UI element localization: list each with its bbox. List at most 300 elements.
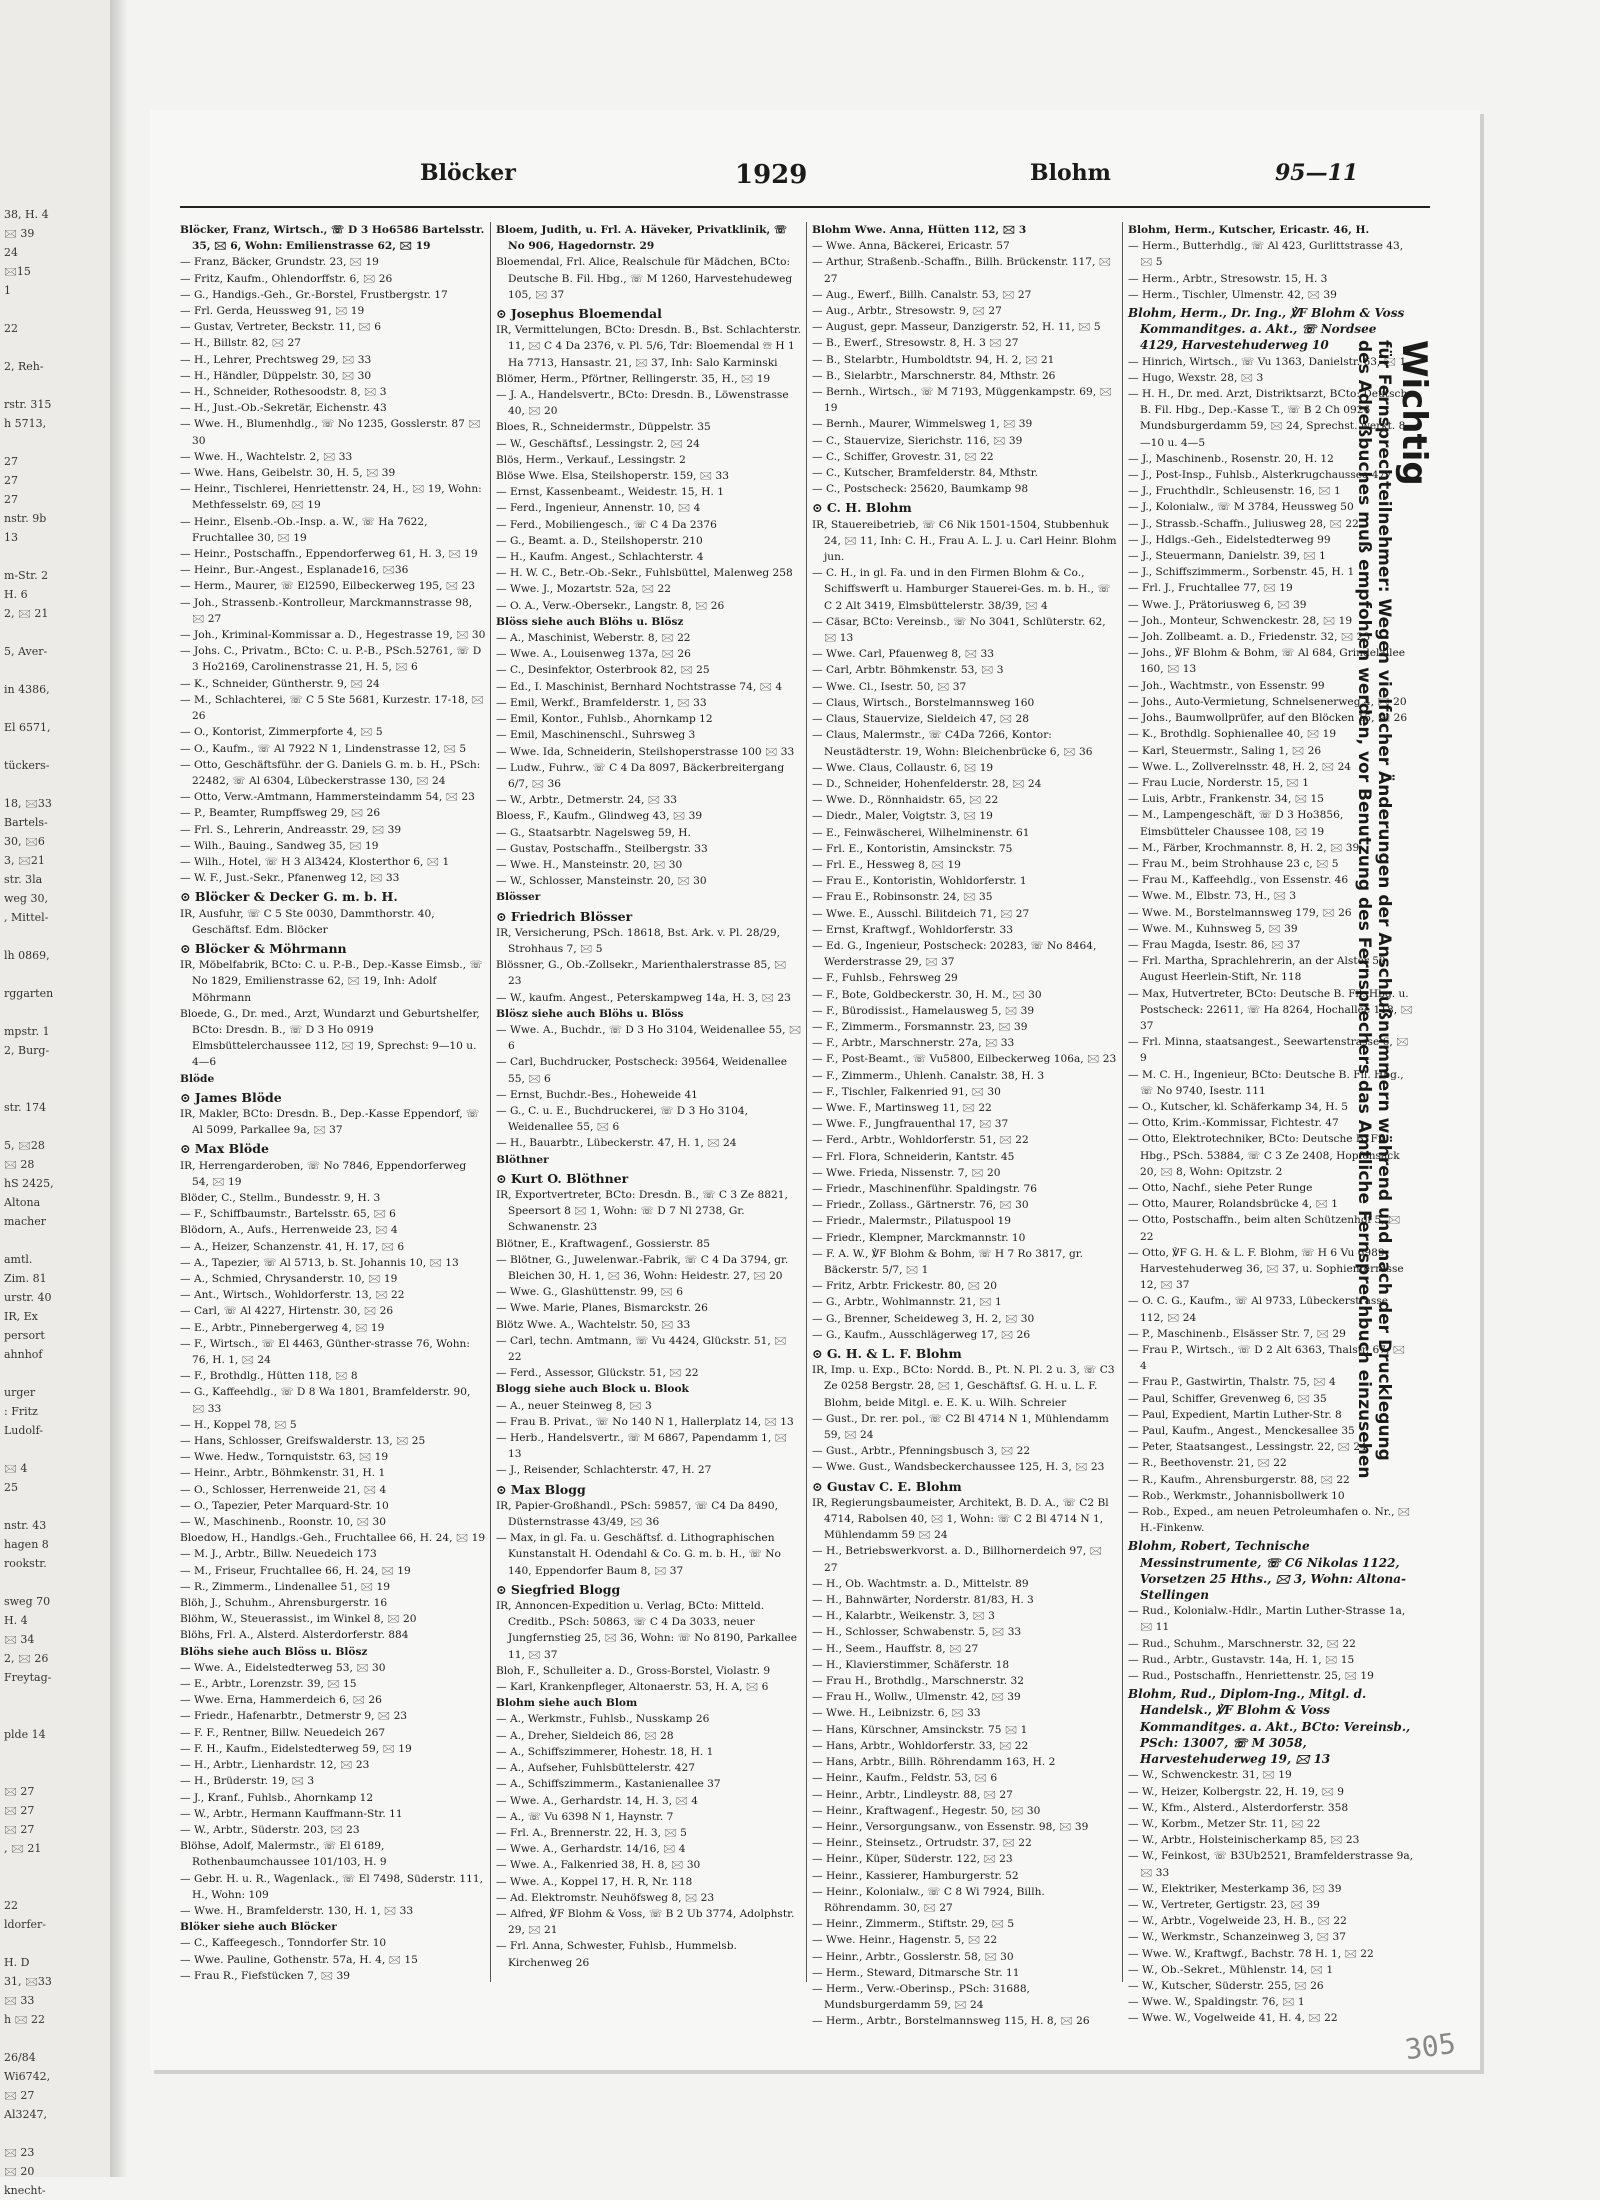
directory-entry: — Carl, Buchdrucker, Postscheck: 39564, Weidenallee 55, 🖂 6 [496, 1056, 788, 1085]
previous-page-fragment [0, 547, 54, 566]
previous-page-fragment: 38, H. 4 [4, 208, 49, 221]
directory-entry: — Arthur, Straßenb.-Schaffn., Billh. Brückenstr. 117, 🖂 27 [812, 256, 1112, 285]
directory-entry: — Ed., I. Maschinist, Bernhard Nochtstrasse 74, 🖂 4 [496, 680, 783, 693]
directory-entry: — Hans, Arbtr., Billh. Röhrendamm 163, H. 2 [812, 1756, 1056, 1769]
directory-entry: — Wwe. A., Koppel 17, H. R, Nr. 118 [496, 1875, 693, 1888]
directory-entry: — Wwe. Anna, Bäckerei, Ericastr. 57 [812, 240, 1010, 253]
directory-entry: — Bernh., Wirtsch., ☏ M 7193, Müggenkampstr. 69, 🖂 19 [812, 386, 1112, 415]
directory-entry: — Ferd., Mobiliengesch., ☏ C 4 Da 2376 [496, 518, 717, 531]
directory-entry: — Wwe. A., Falkenried 38, H. 8, 🖂 30 [496, 1859, 701, 1872]
directory-entry: — Claus, Malermstr., ☏ C4Da 7266, Kontor: Neustädterstr. 19, Wohn: Bleichenbrücke 6, 🖂 36 [812, 729, 1093, 758]
directory-entry: — Wilh., Bauing., Sandweg 35, 🖂 19 [180, 839, 379, 852]
previous-page-fragment: 🖂 20 [4, 2165, 35, 2178]
column-3 [812, 222, 1123, 2028]
directory-entry: — Ferd., Ingenieur, Annenstr. 10, 🖂 4 [496, 502, 701, 515]
directory-entry: — M. C. H., Ingenieur, BCto: Deutsche B. Fil. Hbg., ☏ No 9740, Isestr. 111 [1128, 1068, 1404, 1097]
directory-entry: — Wwe. W., Vogelweide 41, H. 4, 🖂 22 [1128, 2012, 1338, 2025]
previous-page-fragment: weg 30, [4, 892, 48, 905]
directory-entry: — C., Kaffeegesch., Tonndorfer Str. 10 [180, 1937, 387, 1950]
directory-entry: Blötz Wwe. A., Wachtelstr. 50, 🖂 33 [496, 1318, 691, 1331]
directory-entry: — W., Arbtr., Hermann Kauffmann-Str. 11 [180, 1807, 403, 1820]
directory-entry: — O., Tapezier, Peter Marquard-Str. 10 [180, 1499, 389, 1512]
directory-entry: — H., Betriebswerkvorst. a. D., Billhornerdeich 97, 🖂 27 [812, 1545, 1103, 1574]
directory-entry: — Carl, ☏ Al 4227, Hirtenstr. 30, 🖂 26 [180, 1305, 394, 1318]
previous-page-fragment: Bartels- [4, 816, 48, 829]
previous-page-fragment: ahnhof [4, 1348, 43, 1361]
directory-entry: — J., Kranf., Fuhlsb., Ahornkamp 12 [180, 1791, 374, 1804]
directory-entry: — W., Kutscher, Süderstr. 255, 🖂 26 [1128, 1979, 1324, 1992]
directory-entry: Blössner, G., Ob.-Zollsekr., Marienthalerstrasse 85, 🖂 23 [496, 959, 787, 988]
directory-entry: — Heinr., Postschaffn., Eppendorferweg 61, H. 3, 🖂 19 [180, 548, 478, 561]
directory-entry: — Wwe. J., Prätoriusweg 6, 🖂 39 [1128, 598, 1307, 611]
directory-entry: — Aug., Ewerf., Billh. Canalstr. 53, 🖂 27 [812, 288, 1032, 301]
directory-entry: IR, Exportvertreter, BCto: Dresdn. B., ☏ C 3 Ze 8821, Speersort 8 🖂 1, Wohn: ☏ D 7 Nl 2738, Gr. Schwanenstr. 23 [496, 1188, 788, 1234]
directory-entry: Blöhs, Frl. A., Alsterd. Alsterdorferstr. 884 [180, 1629, 409, 1642]
directory-entry: — Wwe. H., Blumenhdlg., ☏ No 1235, Gosslerstr. 87 🖂 30 [180, 418, 481, 447]
directory-entry: — Frau B. Privat., ☏ No 140 N 1, Hallerplatz 14, 🖂 13 [496, 1415, 794, 1428]
directory-entry: — Karl, Steuermstr., Saling 1, 🖂 26 [1128, 744, 1322, 757]
directory-entry: — Wwe. Frieda, Nissenstr. 7, 🖂 20 [812, 1166, 1001, 1179]
previous-page-fragment: rstr. 315 [4, 398, 52, 411]
directory-entry: — J. A., Handelsvertr., BCto: Dresdn. B., Löwenstrasse 40, 🖂 20 [496, 389, 789, 418]
directory-entry: — O. A., Verw.-Obersekr., Langstr. 8, 🖂 26 [496, 599, 725, 612]
directory-entry: — G., Staatsarbtr. Nagelsweg 59, H. [496, 826, 691, 839]
directory-entry: — Frau P., Gastwirtin, Thalstr. 75, 🖂 4 [1128, 1376, 1336, 1389]
directory-entry: Bloede, G., Dr. med., Arzt, Wundarzt und Geburtshelfer, BCto: Dresdn. B., ☏ D 3 Ho 0919 Elmsbüttelerchaussee 112, 🖂 19, Sprechst: 9—10 u. 4—6 [180, 1007, 480, 1069]
directory-entry: — Heinr., Kolonialw., ☏ C 8 Wi 7924, Billh. Röhrendamm. 30, 🖂 27 [812, 1885, 1045, 1914]
directory-entry: Blöcker, Franz, Wirtsch., ☏ D 3 Ho6586 Bartelsstr. 35, 🖂 6, Wohn: Emilienstrasse 62, 🖂 19 [180, 224, 485, 253]
directory-entry: — Wwe. H., Bramfelderstr. 130, H. 1, 🖂 33 [180, 1904, 414, 1917]
directory-entry: — G., Handigs.-Geh., Gr.-Borstel, Frustbergstr. 17 [180, 288, 448, 301]
previous-page-fragment: Freytag- [4, 1671, 52, 1684]
directory-entry: Blödorn, A., Aufs., Herrenweide 23, 🖂 4 [180, 1224, 398, 1237]
header-year: 1929 [735, 160, 808, 190]
directory-entry: — M., Lampengeschäft, ☏ D 3 Ho3856, Eimsbütteler Chaussee 108, 🖂 19 [1128, 809, 1344, 838]
directory-entry: — Diedr., Maler, Voigtstr. 3, 🖂 19 [812, 810, 993, 823]
directory-entry: — W. F., Just.-Sekr., Pfanenweg 12, 🖂 33 [180, 872, 400, 885]
directory-entry: — Wilh., Hotel, ☏ H 3 Al3424, Klosterthor 6, 🖂 1 [180, 855, 450, 868]
directory-entry: — C., Stauervize, Sierichstr. 116, 🖂 39 [812, 434, 1023, 447]
directory-entry: — Wwe. Ida, Schneiderin, Steilshoperstrasse 100 🖂 33 [496, 745, 795, 758]
directory-entry: — Gust., Dr. rer. pol., ☏ C2 Bl 4714 N 1, Mühlendamm 59, 🖂 24 [812, 1412, 1109, 1442]
previous-page-fragment: in 4386, [4, 683, 50, 696]
previous-page-fragment: str. 174 [4, 1101, 47, 1114]
directory-entry: — Frl. S., Lehrerin, Andreasstr. 29, 🖂 39 [180, 823, 402, 836]
directory-entry: — H., Kalarbtr., Weikenstr. 3, 🖂 3 [812, 1610, 995, 1623]
firm-entry: ⊙ C. H. Blohm [812, 500, 912, 516]
directory-entry: — W., Arbtr., Süderstr. 203, 🖂 23 [180, 1823, 360, 1836]
previous-page-fragment: m-Str. 2 [4, 569, 49, 582]
directory-entry: — M., Schlachterei, ☏ C 5 Ste 5681, Kurzestr. 17-18, 🖂 26 [180, 693, 484, 723]
directory-entry: — W., Heizer, Kolbergstr. 22, H. 19, 🖂 9 [1128, 1785, 1345, 1798]
directory-entry: — Wwe. M., Kuhnsweg 5, 🖂 39 [1128, 922, 1298, 935]
previous-page-fragment: : Fritz [4, 1405, 38, 1418]
directory-entry: — Wwe. L., Zollverelnsstr. 48, H. 2, 🖂 24 [1128, 760, 1352, 773]
previous-page-fragment [0, 1858, 54, 1877]
directory-entry: — Paul, Schiffer, Grevenweg 6, 🖂 35 [1128, 1392, 1327, 1405]
previous-page-fragment: h 5713, [4, 417, 47, 430]
directory-entry: — Otto, Maurer, Rolandsbrücke 4, 🖂 1 [1128, 1198, 1338, 1211]
firm-entry: ⊙ G. H. & L. F. Blohm [812, 1346, 962, 1362]
directory-entry: — K., Schneider, Güntherstr. 9, 🖂 24 [180, 677, 380, 690]
directory-entry: — Joh., Strassenb.-Kontrolleur, Marckmannstrasse 98, 🖂 27 [180, 596, 473, 625]
directory-entry: Bloedow, H., Handlgs.-Geh., Fruchtallee 66, H. 24, 🖂 19 [180, 1532, 486, 1545]
directory-entry: — K., Brothdlg. Sophienallee 40, 🖂 19 [1128, 728, 1337, 741]
directory-entry: — C., Postscheck: 25620, Baumkamp 98 [812, 483, 1029, 496]
previous-page-fragment [0, 661, 54, 680]
previous-page-fragment: 🖂 27 [4, 2089, 35, 2102]
directory-entry: — F., Bürodissist., Hamelausweg 5, 🖂 39 [812, 1004, 1035, 1017]
previous-page-fragment: 2, Burg- [4, 1044, 50, 1057]
previous-page-fragment: 2, 🖂 26 [4, 1652, 49, 1665]
firm-entry: ⊙ Kurt O. Blöthner [496, 1170, 629, 1186]
directory-entry: — H., Billstr. 82, 🖂 27 [180, 337, 302, 350]
directory-entry: — Otto, ℣F G. H. & L. F. Blohm, ☏ H 6 Vu 6989, Harvestehuderweg 36, 🖂 37, u. Sophienterrasse 12, 🖂 37 [1128, 1246, 1404, 1292]
directory-entry: — Friedr., Zollass., Gärtnerstr. 76, 🖂 30 [812, 1199, 1029, 1212]
directory-entry: — F., Fuhlsb., Fehrsweg 29 [812, 972, 958, 985]
directory-entry: Blöhs siehe auch Blöss u. Blösz [180, 1645, 368, 1658]
directory-entry: — Wwe. J., Mozartstr. 52a, 🖂 22 [496, 583, 671, 596]
directory-entry: — W., Werkmstr., Schanzeinweg 3, 🖂 37 [1128, 1931, 1347, 1944]
previous-page-fragment [0, 1573, 54, 1592]
directory-entry: — W., Arbtr., Vogelweide 23, H. B., 🖂 22 [1128, 1915, 1347, 1928]
directory-entry: — Heinr., Arbtr., Gosslerstr. 58, 🖂 30 [812, 1950, 1014, 1963]
previous-page-fragment [0, 1763, 54, 1782]
directory-entry: — Johs. C., Privatm., BCto: C. u. P.-B., PSch.52761, ☏ D 3 Ho2169, Carolinenstrasse 21, H. 5, 🖂 6 [180, 645, 482, 674]
previous-page-fragment: hS 2425, [4, 1177, 54, 1190]
directory-entry: — Blötner, G., Juwelenwar.-Fabrik, ☏ C 4 Da 3794, gr. Bleichen 30, H. 1, 🖂 36, Wohn: Heidestr. 27, 🖂 20 [496, 1253, 789, 1282]
directory-entry: — Frl. Martha, Sprachlehrerin, an der Alster 52, August Heerlein-Stift, Nr. 118 [1128, 955, 1390, 984]
directory-entry: — Luis, Arbtr., Frankenstr. 34, 🖂 15 [1128, 793, 1324, 806]
previous-page-fragment: , Mittel- [4, 911, 49, 924]
previous-page-fragment: 27 [4, 493, 18, 506]
directory-entry: IR, Makler, BCto: Dresdn. B., Dep.-Kasse Eppendorf, ☏ Al 5099, Parkallee 9a, 🖂 37 [180, 1107, 480, 1137]
previous-page-fragment: Al3247, [4, 2108, 47, 2121]
directory-entry: — A., ☏ Vu 6398 N 1, Haynstr. 7 [496, 1810, 674, 1823]
directory-entry: — Emil, Kontor., Fuhlsb., Ahornkamp 12 [496, 713, 713, 726]
directory-entry: — P., Maschinenb., Elsässer Str. 7, 🖂 29 [1128, 1327, 1346, 1340]
directory-entry: Blöhm, W., Steuerassist., im Winkel 8, 🖂 20 [180, 1613, 417, 1626]
previous-page-fragment [0, 1744, 54, 1763]
directory-entry: — B., Stelarbtr., Humboldtstr. 94, H. 2, 🖂 21 [812, 353, 1055, 366]
directory-entry: — Heinr., Arbtr., Lindleystr. 88, 🖂 27 [812, 1788, 1013, 1801]
directory-entry: — Frau Lucie, Norderstr. 15, 🖂 1 [1128, 776, 1309, 789]
directory-entry: — Otto, Elektrotechniker, BCto: Deutsche B. Fil. Hbg., PSch. 53884, ☏ C 3 Ze 2408, Hopfensack 20, 🖂 8, Wohn: Opitzstr. 2 [1128, 1133, 1400, 1178]
directory-entry: — O., Kontorist, Zimmerpforte 4, 🖂 5 [180, 726, 383, 739]
directory-entry: — Heinr., Kassierer, Hamburgerstr. 52 [812, 1869, 1019, 1882]
directory-entry: — Fritz, Arbtr. Frickestr. 80, 🖂 20 [812, 1280, 997, 1293]
directory-entry: — Alfred, ℣F Blohm & Voss, ☏ B 2 Ub 3774, Adolphstr. 29, 🖂 21 [496, 1907, 795, 1937]
directory-entry: — Frl. Flora, Schneiderin, Kantstr. 45 [812, 1150, 1015, 1163]
directory-entry: — Johs., ℣F Blohm & Bohm, ☏ Al 684, Grindelallee 160, 🖂 13 [1128, 647, 1406, 676]
directory-entry: — F., Post-Beamt., ☏ Vu5800, Eilbeckerweg 106a, 🖂 23 [812, 1053, 1117, 1066]
previous-page-fragment: H. D [4, 1956, 30, 1969]
directory-entry: — Ad. Elektromstr. Neuhöfsweg 8, 🖂 23 [496, 1891, 715, 1904]
previous-page-fragment: 13 [4, 531, 18, 544]
directory-entry: — H., Schlosser, Schwabenstr. 5, 🖂 33 [812, 1626, 1022, 1639]
directory-entry: — J., Strassb.-Schaffn., Juliusweg 28, 🖂 22 [1128, 517, 1359, 530]
directory-entry: — A., Heizer, Schanzenstr. 41, H. 17, 🖂 6 [180, 1240, 405, 1253]
directory-entry: — A., Schiffszimmerer, Hohestr. 18, H. 1 [496, 1745, 714, 1758]
directory-entry: — Hans, Arbtr., Wohldorferstr. 33, 🖂 22 [812, 1739, 1029, 1752]
firm-entry: ⊙ Siegfried Blogg [496, 1581, 621, 1597]
directory-entry: — Otto, Verw.-Amtmann, Hammersteindamm 54, 🖂 23 [180, 791, 475, 804]
previous-page-fragment [0, 623, 54, 642]
directory-entry: — Ant., Wirtsch., Wohldorferstr. 13, 🖂 22 [180, 1289, 405, 1302]
directory-entry: — Heinr., Zimmerm., Stiftstr. 29, 🖂 5 [812, 1918, 1015, 1931]
directory-entry: — Heinr., Bur.-Angest., Esplanade16, 🖂36 [180, 564, 409, 577]
directory-entry: — J., Hdlgs.-Geh., Eidelstedterweg 99 [1128, 533, 1331, 546]
directory-entry: — M. J., Arbtr., Billw. Neuedeich 173 [180, 1548, 377, 1561]
directory-entry: — Wwe. W., Kraftwgf., Bachstr. 78 H. 1, 🖂 22 [1128, 1947, 1374, 1960]
previous-page-fragment [0, 2029, 54, 2048]
directory-entry: — W., Maschinenb., Roonstr. 10, 🖂 30 [180, 1516, 386, 1529]
previous-page-fragment: persort [4, 1329, 45, 1342]
previous-page-fragment [0, 775, 54, 794]
directory-entry: Blöse Wwe. Elsa, Steilshoperstr. 159, 🖂 33 [496, 470, 730, 483]
previous-page-fragments [0, 205, 54, 2200]
directory-entry: — W., Vertreter, Gertigstr. 23, 🖂 39 [1128, 1898, 1320, 1911]
directory-entry: — Wwe. Heinr., Hagenstr. 5, 🖂 22 [812, 1934, 998, 1947]
directory-entry: — Wwe. A., Louisenweg 137a, 🖂 26 [496, 648, 691, 661]
previous-page-fragment: plde 14 [4, 1728, 46, 1741]
directory-entry: — Wwe. Hedw., Tornquiststr. 63, 🖂 19 [180, 1451, 389, 1464]
directory-entry: — Rud., Postschaffn., Henriettenstr. 25, 🖂 19 [1128, 1670, 1374, 1683]
page-number: 95—11 [1275, 160, 1359, 186]
directory-entry: — Wwe. D., Rönnhaidstr. 65, 🖂 22 [812, 794, 999, 807]
directory-entry: — Wwe. Erna, Hammerdeich 6, 🖂 26 [180, 1694, 382, 1707]
directory-entry: — W., kaufm. Angest., Peterskampweg 14a, H. 3, 🖂 23 [496, 991, 791, 1004]
directory-entry: — Fritz, Kaufm., Ohlendorffstr. 6, 🖂 26 [180, 272, 393, 285]
firm-entry: ⊙ Josephus Bloemendal [496, 306, 662, 322]
directory-entry: — W., Korbm., Metzer Str. 11, 🖂 22 [1128, 1817, 1321, 1830]
directory-entry: — J., Schiffszimmerm., Sorbenstr. 45, H. 1 [1128, 566, 1355, 579]
directory-entry: — J., Fruchthdlr., Schleusenstr. 16, 🖂 1 [1128, 485, 1341, 498]
previous-page-fragment: 5, 🖂28 [4, 1139, 45, 1152]
directory-entry: — H., Koppel 78, 🖂 5 [180, 1418, 297, 1431]
directory-entry: — Johs., Baumwollprüfer, auf den Blöcken 15, 🖂 26 [1128, 712, 1408, 725]
directory-entry: — Wwe. Claus, Collaustr. 6, 🖂 19 [812, 761, 994, 774]
directory-entry: — R., Kaufm., Ahrensburgerstr. 88, 🖂 22 [1128, 1473, 1350, 1486]
directory-entry: — H., Brüderstr. 19, 🖂 3 [180, 1775, 315, 1788]
directory-entry: — Heinr., Arbtr., Böhmkenstr. 31, H. 1 [180, 1467, 386, 1480]
directory-entry: Blöker siehe auch Blöcker [180, 1921, 337, 1934]
directory-entry: IR, Ausfuhr, ☏ C 5 Ste 0030, Dammthorstr. 40, Geschäftsf. Edm. Blöcker [180, 907, 435, 936]
directory-entry: — W., Schlosser, Mansteinstr. 20, 🖂 30 [496, 875, 707, 888]
directory-entry: — Frl. Minna, staatsangest., Seewartenstrasse 6, 🖂 9 [1128, 1036, 1409, 1065]
directory-entry: — E., Feinwäscherei, Wilhelminenstr. 61 [812, 826, 1030, 839]
directory-entry: — W., Elektriker, Mesterkamp 36, 🖂 39 [1128, 1882, 1342, 1895]
directory-entry: — Frl. A., Brennerstr. 22, H. 3, 🖂 5 [496, 1826, 687, 1839]
directory-entry: — Rud., Arbtr., Gustavstr. 14a, H. 1, 🖂 15 [1128, 1653, 1355, 1666]
directory-entry: — Frl. E., Hessweg 8, 🖂 19 [812, 858, 961, 871]
directory-entry: — J., Maschinenb., Rosenstr. 20, H. 12 [1128, 452, 1334, 465]
directory-entry: — A., neuer Steinweg 8, 🖂 3 [496, 1399, 652, 1412]
directory-entry: — G., Beamt. a. D., Steilshoperstr. 210 [496, 534, 703, 547]
previous-page-fragment: 🖂 33 [4, 1994, 35, 2007]
directory-entry: — Ludw., Fuhrw., ☏ C 4 Da 8097, Bäckerbreitergang 6/7, 🖂 36 [496, 761, 785, 790]
notice-title: Wichtig [1394, 340, 1434, 486]
directory-entry: — Max, in gl. Fa. u. Geschäftsf. d. Lithographischen Kunstanstalt H. Odendahl & Co. G. m. b. H., ☏ No 140, Eppendorfer Baum 8, 🖂 37 [496, 1532, 781, 1577]
directory-entry: — Emil, Maschinenschl., Suhrsweg 3 [496, 729, 696, 742]
directory-entry: — F., Wirtsch., ☏ El 4463, Günther-strasse 76, Wohn: 76, H. 1, 🖂 24 [180, 1337, 470, 1367]
directory-entry: — Paul, Expedient, Martin Luther-Str. 8 [1128, 1408, 1342, 1421]
previous-page-fragment: IR, Ex [4, 1310, 38, 1323]
directory-entry: Blohm Wwe. Anna, Hütten 112, 🖂 3 [812, 224, 1027, 236]
previous-page-fragment: 24 [4, 246, 18, 259]
directory-entry: — A., Schiffszimmerm., Kastanienallee 37 [496, 1778, 721, 1791]
directory-entry: — M., Friseur, Fruchtallee 66, H. 24, 🖂 19 [180, 1564, 411, 1577]
directory-entry: — H. H., Dr. med. Arzt, Distriktsarzt, BCto: Deutsche B. Fil. Hbg., Dep.-Kasse T., ☏ B 2 Ch 0926 Mundsburgerdamm 59, 🖂 24, Sprechst. werkt. 8—10 u. 4—5 [1128, 388, 1414, 449]
directory-entry: Blohm siehe auch Blom [496, 1697, 638, 1710]
directory-entry: — Rob., Werkmstr., Johannisbollwerk 10 [1128, 1489, 1345, 1502]
directory-entry: — C. H., in gl. Fa. und in den Firmen Blohm & Co., Schiffswerft u. Hamburger Stauerei-Ges. m. b. H., ☏ C 2 Alt 3419, Elmsbüttelerstr. 38/39, 🖂 4 [812, 567, 1111, 612]
directory-entry: — Wwe. H., Mansteinstr. 20, 🖂 30 [496, 858, 683, 871]
directory-entry: Blöss siehe auch Blöhs u. Blösz [496, 615, 684, 628]
previous-page-fragment [0, 1877, 54, 1896]
previous-page-fragment: Zim. 81 [4, 1272, 47, 1285]
directory-entry: — E., Arbtr., Lorenzstr. 39, 🖂 15 [180, 1678, 357, 1691]
directory-entry: — Hans, Schlosser, Greifswalderstr. 13, 🖂 25 [180, 1435, 426, 1448]
firm-entry: ⊙ James Blöde [180, 1089, 282, 1105]
previous-page-fragment: El 6571, [4, 721, 51, 734]
firm-entry: ⊙ Max Blogg [496, 1481, 586, 1497]
previous-page-fragment: tückers- [4, 759, 50, 772]
directory-entry: — J., Kolonialw., ☏ M 3784, Heussweg 50 [1128, 501, 1354, 514]
previous-page-fragment: 5, Aver- [4, 645, 48, 658]
directory-entry: — G., Kaufm., Ausschlägerweg 17, 🖂 26 [812, 1328, 1031, 1341]
directory-entry: — Gustav, Postschaffn., Steilbergstr. 33 [496, 842, 708, 855]
directory-entry: Bloh, F., Schulleiter a. D., Gross-Borstel, Violastr. 9 [496, 1664, 771, 1677]
directory-entry: — Wwe. H., Leibnizstr. 6, 🖂 33 [812, 1707, 981, 1720]
directory-entry: Blöhse, Adolf, Malermstr., ☏ El 6189, Rothenbaumchaussee 101/103, H. 9 [180, 1840, 387, 1869]
directory-entry: — G., Arbtr., Wohlmannstr. 21, 🖂 1 [812, 1296, 1002, 1309]
previous-page-fragment: 22 [4, 322, 18, 335]
previous-page-fragment [0, 1079, 54, 1098]
directory-entry: — Frau E., Kontoristin, Wohldorferstr. 1 [812, 875, 1027, 888]
directory-page [150, 110, 1480, 2070]
directory-entry: — P., Beamter, Rumpffsweg 29, 🖂 26 [180, 807, 381, 820]
directory-entry: Blös, Herm., Verkauf., Lessingstr. 2 [496, 453, 686, 466]
directory-entry: — Rob., Exped., am neuen Petroleumhafen o. Nr., 🖂 H.-Finkenw. [1128, 1506, 1411, 1535]
directory-entry: Blötner, E., Kraftwagenf., Gossierstr. 85 [496, 1237, 710, 1250]
previous-page-fragment [0, 1934, 54, 1953]
directory-entry: — Otto, Krim.-Kommissar, Fichtestr. 47 [1128, 1117, 1339, 1130]
directory-entry: — W., Geschäftsf., Lessingstr. 2, 🖂 24 [496, 437, 700, 450]
directory-entry: Blöthner [496, 1153, 549, 1166]
directory-entry: — Bernh., Maurer, Wimmelsweg 1, 🖂 39 [812, 418, 1033, 431]
directory-entry: — Frl. Gerda, Heussweg 91, 🖂 19 [180, 305, 365, 318]
previous-page-fragment [0, 1117, 54, 1136]
directory-entry: — W., Kfm., Alsterd., Alsterdorferstr. 358 [1128, 1801, 1349, 1814]
previous-page-fragment [0, 2124, 54, 2143]
directory-entry: — J., Steuermann, Danielstr. 39, 🖂 1 [1128, 550, 1326, 563]
previous-page-fragment: 18, 🖂33 [4, 797, 52, 810]
directory-entry: — Wwe. Hans, Geibelstr. 30, H. 5, 🖂 39 [180, 467, 396, 480]
previous-page-fragment: 🖂 39 [4, 227, 35, 240]
previous-page-fragment: sweg 70 [4, 1595, 51, 1608]
directory-entry: Blömer, Herm., Pförtner, Rellingerstr. 35, H., 🖂 19 [496, 372, 771, 385]
header-left-name: Blöcker [420, 160, 516, 186]
previous-page-fragment [0, 1687, 54, 1706]
directory-entry: — Ernst, Kraftwgf., Wohldorferstr. 33 [812, 923, 1014, 936]
directory-entry: — Aug., Arbtr., Stresowstr. 9, 🖂 27 [812, 305, 1002, 318]
directory-entry: — G., C. u. E., Buchdruckerei, ☏ D 3 Ho 3104, Weidenallee 55, 🖂 6 [496, 1104, 749, 1134]
directory-entry: — Wwe. A., Gerhardstr. 14/16, 🖂 4 [496, 1843, 686, 1856]
directory-entry: — Wwe. Gust., Wandsbeckerchaussee 125, H. 3, 🖂 23 [812, 1461, 1105, 1474]
previous-page-fragment: 🖂15 [4, 265, 31, 278]
directory-entry: — F. F., Rentner, Billw. Neuedeich 267 [180, 1726, 386, 1739]
previous-page-fragment: 🖂 27 [4, 1785, 35, 1798]
directory-entry: — W., Ob.-Sekret., Mühlenstr. 14, 🖂 1 [1128, 1963, 1334, 1976]
directory-entry: — Wwe. A., Gerhardstr. 14, H. 3, 🖂 4 [496, 1794, 698, 1807]
firm-entry: Blohm, Robert, Technische Messinstrumente, ☏ C6 Nikolas 1122, Vorsetzen 25 Hths., 🖂 3, Wohn: Altona-Stellingen [1128, 1539, 1406, 1603]
directory-entry: — Ed. G., Ingenieur, Postscheck: 20283, ☏ No 8464, Werderstrasse 29, 🖂 37 [812, 939, 1097, 969]
directory-entry: — Wwe. E., Ausschl. Bilitdeich 71, 🖂 27 [812, 907, 1030, 920]
previous-page-fragment [0, 699, 54, 718]
directory-entry: Blösz siehe auch Blöhs u. Blöss [496, 1007, 684, 1020]
directory-entry: — W., Arbtr., Detmerstr. 24, 🖂 33 [496, 794, 678, 807]
header-rule [180, 206, 1430, 208]
directory-entry: — Peter, Staatsangest., Lessingstr. 22, 🖂 24 [1128, 1441, 1367, 1454]
directory-entry: — Claus, Stauervize, Sieldeich 47, 🖂 28 [812, 713, 1030, 726]
directory-entry: — Joh., Monteur, Schwenckestr. 28, 🖂 19 [1128, 614, 1353, 627]
directory-entry: — Franz, Bäcker, Grundstr. 23, 🖂 19 [180, 256, 379, 269]
directory-entry: — F. H., Kaufm., Eidelstedterweg 59, 🖂 19 [180, 1742, 412, 1755]
previous-page-fragment: nstr. 9b [4, 512, 47, 525]
directory-entry: — Otto, Nachf., siehe Peter Runge [1128, 1181, 1313, 1194]
directory-entry: IR, Regierungsbaumeister, Architekt, B. D. A., ☏ C2 Bl 4714, Rabolsen 40, 🖂 1, Wohn: ☏ C 2 Bl 4714 N 1, Mühlendamm 59 🖂 24 [812, 1496, 1109, 1542]
directory-entry: — J., Post-Insp., Fuhlsb., Alsterkrugchaussee 477 [1128, 469, 1392, 482]
directory-entry: — Frau H., Brothdlg., Marschnerstr. 32 [812, 1675, 1024, 1688]
directory-entry: — H., Just.-Ob.-Sekretär, Eichenstr. 43 [180, 402, 387, 415]
firm-entry: Blohm, Rud., Diplom-Ing., Mitgl. d. Handelsk., ℣F Blohm & Voss Kommanditges. a. Akt., BCto: Vereinsb., PSch: 13007, ☏ M 3058, Harvestehuderweg 19, 🖂 13 [1128, 1687, 1411, 1767]
previous-page-fragment: urger [4, 1386, 36, 1399]
previous-page-fragment: macher [4, 1215, 47, 1228]
directory-entry: — H., Bahnwärter, Norderstr. 81/83, H. 3 [812, 1594, 1034, 1607]
directory-entry: — A., Aufseher, Fuhlsbüttelerstr. 427 [496, 1762, 696, 1775]
directory-entry: — H., Seem., Hauffstr. 8, 🖂 27 [812, 1642, 979, 1655]
directory-entry: — Frl. Anna, Schwester, Fuhlsb., Hummelsb. Kirchenweg 26 [496, 1940, 737, 1969]
directory-entry: — F., Tischler, Falkenried 91, 🖂 30 [812, 1085, 1001, 1098]
directory-entry: — F., Bote, Goldbeckerstr. 30, H. M., 🖂 30 [812, 988, 1042, 1001]
directory-entry: — Herm., Arbtr., Borstelmannsweg 115, H. 8, 🖂 26 [812, 2015, 1090, 2028]
directory-entry: — Herm., Maurer, ☏ El2590, Eilbeckerweg 195, 🖂 23 [180, 580, 475, 593]
previous-page-fragment: 30, 🖂6 [4, 835, 45, 848]
previous-page-fragment: rggarten [4, 987, 54, 1000]
directory-entry: — H. W. C., Betr.-Ob.-Sekr., Fuhlsbüttel, Malenweg 258 [496, 567, 793, 580]
directory-entry: — F., Arbtr., Marschnerstr. 27a, 🖂 33 [812, 1037, 1015, 1050]
directory-entry: — Wwe. F., Martinsweg 11, 🖂 22 [812, 1101, 992, 1114]
directory-entry: — A., Dreher, Sieldeich 86, 🖂 28 [496, 1729, 674, 1742]
directory-entry: Blogg siehe auch Block u. Blook [496, 1383, 689, 1396]
directory-entry: — H., Lehrer, Prechtsweg 29, 🖂 33 [180, 353, 372, 366]
previous-page-fragment: h 🖂 22 [4, 2013, 45, 2026]
directory-entry: — Paul, Kaufm., Angest., Menckesallee 35 [1128, 1425, 1355, 1438]
directory-entry: IR, Vermittelungen, BCto: Dresdn. B., Bst. Schlachterstr. 11, 🖂 C 4 Da 2376, v. Pl. 5/6, Tdr: Bloemendal ☏ H 1 Ha 7713, Hansastr. 21, 🖂 37, Inh: Salo Karminski [496, 324, 802, 369]
directory-entry: — O., Kaufm., ☏ Al 7922 N 1, Lindenstrasse 12, 🖂 5 [180, 742, 467, 755]
previous-page-fragment: str. 3la [4, 873, 43, 886]
directory-entry: — H., Bauarbtr., Lübeckerstr. 47, H. 1, 🖂 24 [496, 1137, 737, 1150]
directory-entry: — Frl. E., Kontoristin, Amsinckstr. 75 [812, 842, 1013, 855]
directory-entry: — Ferd., Arbtr., Wohldorferstr. 51, 🖂 22 [812, 1134, 1029, 1147]
previous-page-fragment: ldorfer- [4, 1918, 46, 1931]
directory-entry: — Friedr., Malermstr., Pilatuspool 19 [812, 1215, 1011, 1228]
directory-entry: — B., Sielarbtr., Marschnerstr. 84, Mthstr. 26 [812, 369, 1056, 382]
notice-line-2: des Adreßbuches muß empfohlen werden, vor Benutzung des Fernsprechers das Amtliche Fernsprechbuch einzusehen [1354, 340, 1374, 1479]
previous-page-fragment [0, 1440, 54, 1459]
directory-entry: IR, Möbelfabrik, BCto: C. u. P.-B., Dep.-Kasse Eimsb., ☏ No 1829, Emilienstrasse 62, 🖂 19, Inh: Adolf Möhrmann [180, 959, 483, 1004]
